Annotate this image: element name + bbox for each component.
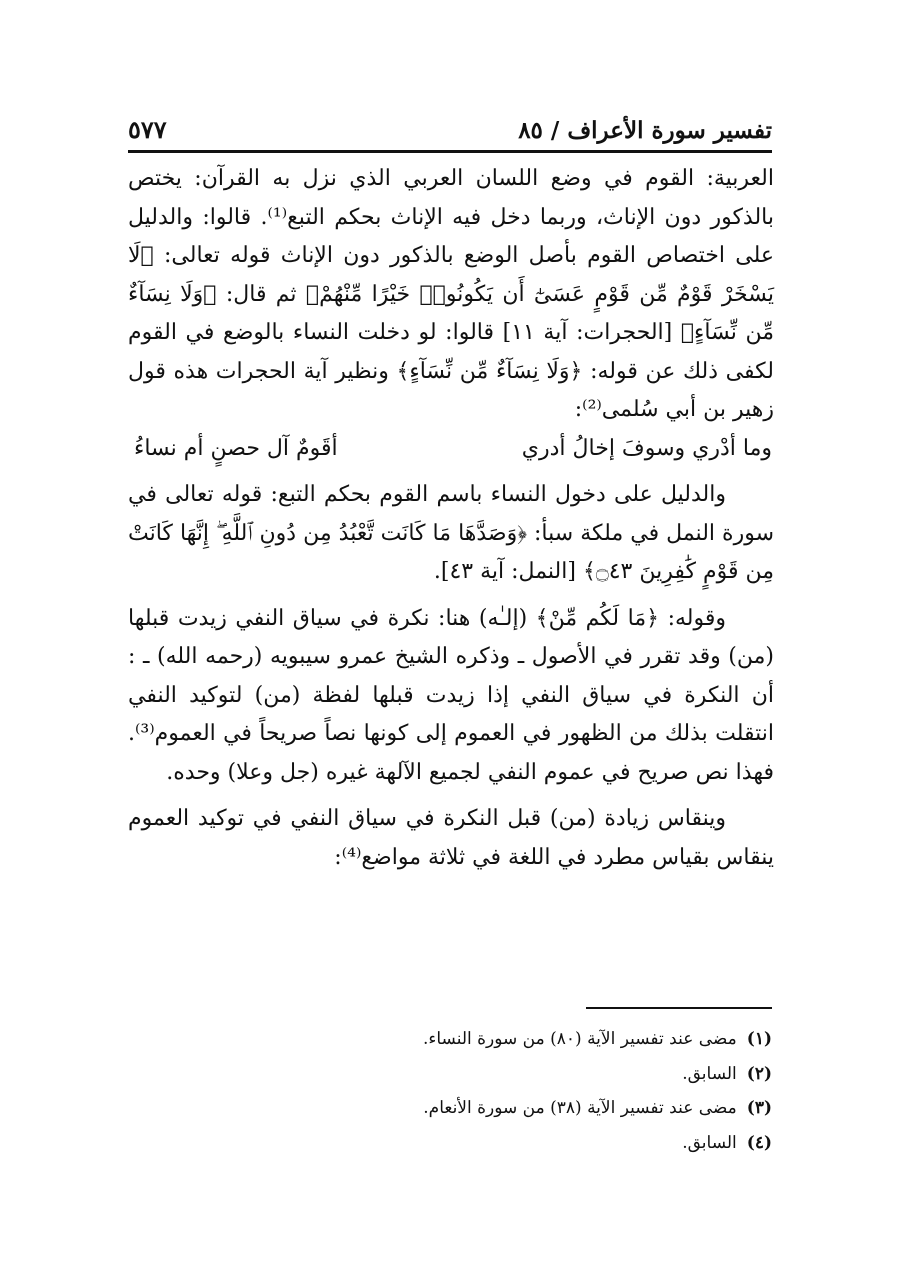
footnote-item <box>128 1022 772 1057</box>
footnote-text: السابق. <box>682 1063 737 1084</box>
footnote-item <box>128 1091 772 1126</box>
paragraph-1: العربية: القوم في وضع اللسان العربي الذي نزل به القرآن: يختص بالذكور دون الإناث، وربما دخل فيه الإناث بحكم التبع⁽¹⁾. قالوا: والدليل على اختصاص القوم بأصل الوضع بالذكور دون الإناث قوله تعالى: ﴿لَا يَسْخَرْ قَوْمٌ مِّن قَوْمٍ عَسَىٰٓ أَن يَكُونُوا۟ خَيْرًا مِّنْهُمْ﴾ ثم قال: ﴿وَلَا نِسَآءٌ مِّن نِّسَآءٍ﴾ [الحجرات: آية ١١] قالوا: لو دخلت النساء بالوضع في القوم لكفى ذلك عن قوله: ﴿وَلَا نِسَآءٌ مِّن نِّسَآءٍ﴾ ونظير آية الحجرات هذه قول زهير بن أبي سُلمى⁽²⁾: <box>128 166 775 422</box>
footnotes <box>128 1022 772 1160</box>
poem-verse <box>128 430 774 469</box>
poem-second-hemistich: أقَومٌ آل حصنٍ أم نساءُ <box>134 435 338 461</box>
poem-first-hemistich: وما أدْري وسوفَ إخالُ أدري <box>521 435 772 461</box>
footnote-number: (١) <box>746 1029 772 1049</box>
footnote-text: مضى عند تفسير الآية (٣٨) من سورة الأنعام. <box>423 1098 737 1118</box>
footnote-number: (٤) <box>746 1132 772 1153</box>
footnote-number: (٢) <box>746 1063 772 1084</box>
paragraph-3: وقوله: ﴿مَا لَكُم مِّنْ﴾ (إلـٰه) هنا: نكرة في سياق النفي زيدت قبلها (من) وقد تقرر في الأصول ـ وذكره الشيخ عمرو سيبويه (رحمه الله) ـ : أن النكرة في سياق النفي إذا زيدت قبلها لفظة (من) لتوكيد النفي انتقلت بذلك من الظهور في العموم إلى كونها نصاً صريحاً في العموم⁽³⁾. فهذا نص صريح في عموم النفي لجميع الآلهة غيره (جل وعلا) وحده. <box>128 605 774 785</box>
footnote-text: مضى عند تفسير الآية (٨٠) من سورة النساء. <box>422 1029 737 1049</box>
footnote-text: السابق. <box>682 1132 737 1153</box>
footnote-number: (٣) <box>746 1098 772 1118</box>
paragraph-4: وينقاس زيادة (من) قبل النكرة في سياق النفي في توكيد العموم ينقاس بقياس مطرد في اللغة في ثلاثة مواضع⁽⁴⁾: <box>128 806 774 870</box>
footnote-separator <box>586 1007 772 1009</box>
running-header <box>128 108 772 153</box>
footnote-item <box>128 1057 772 1092</box>
paragraph-2: والدليل على دخول النساء باسم القوم بحكم التبع: قوله تعالى في سورة النمل في ملكة سبأ: ﴿وَصَدَّهَا مَا كَانَت تَّعْبُدُ مِن دُونِ ٱللَّهِ ۖ إِنَّهَا كَانَتْ مِن قَوْمٍ كَٰفِرِينَ ۝٤٣﴾ [النمل: آية ٤٣]. <box>128 482 774 584</box>
page-number: ٥٧٧ <box>128 115 167 144</box>
main-text <box>128 160 774 877</box>
footnote-item <box>128 1126 772 1161</box>
header-title: تفسير سورة الأعراف / ٨٥ <box>518 117 772 144</box>
